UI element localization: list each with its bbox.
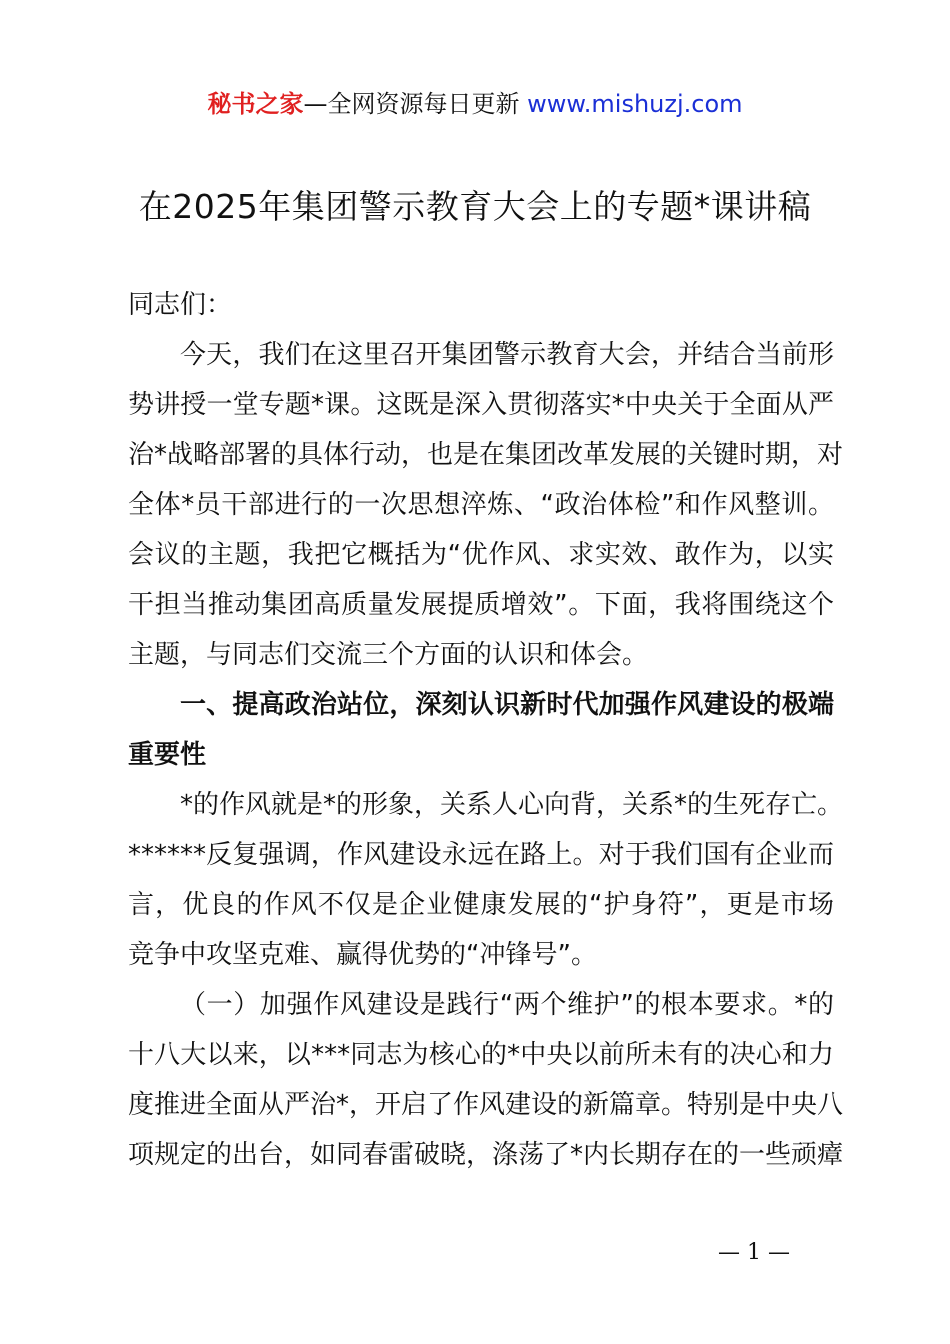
section-heading-line: 重要性 xyxy=(128,740,207,770)
paragraph-line: 今天，我们在这里召开集团警示教育大会，并结合当前形 xyxy=(180,340,834,370)
page-number: — 1 — xyxy=(718,1240,790,1265)
paragraph-line: *的作风就是*的形象，关系人心向背，关系*的生死存亡。 xyxy=(180,790,844,820)
document-body xyxy=(128,280,844,1180)
site-tagline: —全网资源每日更新 xyxy=(303,90,528,118)
section-heading-line: 一、提高政治站位，深刻认识新时代加强作风建设的极端 xyxy=(180,690,834,720)
paragraph-line: 治*战略部署的具体行动，也是在集团改革发展的关键时期，对 xyxy=(128,440,844,470)
paragraph-line: 度推进全面从严治*，开启了作风建设的新篇章。特别是中央八 xyxy=(128,1090,844,1120)
paragraph-line: 会议的主题，我把它概括为“优作风、求实效、敢作为，以实 xyxy=(128,540,834,570)
paragraph-line: 十八大以来，以***同志为核心的*中央以前所未有的决心和力 xyxy=(128,1040,834,1070)
document-title: 在2025年集团警示教育大会上的专题*课讲稿 xyxy=(138,187,812,226)
site-header xyxy=(0,86,950,122)
salutation-line: 同志们： xyxy=(128,290,233,320)
paragraph-line: 项规定的出台，如同春雷破晓，涤荡了*内长期存在的一些顽瘴 xyxy=(128,1140,844,1170)
site-url-link[interactable]: www.mishuzj.com xyxy=(527,90,743,118)
paragraph-line: ******反复强调，作风建设永远在路上。对于我们国有企业而 xyxy=(128,840,834,870)
paragraph-line: 竞争中攻坚克难、赢得优势的“冲锋号”。 xyxy=(128,940,597,970)
paragraph-line: 干担当推动集团高质量发展提质增效”。下面，我将围绕这个 xyxy=(128,590,834,620)
site-brand: 秘书之家 xyxy=(207,90,304,118)
paragraph-line: 势讲授一堂专题*课。这既是深入贯彻落实*中央关于全面从严 xyxy=(128,390,834,420)
paragraph-line: 全体*员干部进行的一次思想淬炼、“政治体检”和作风整训。 xyxy=(128,490,834,520)
paragraph-line: 主题，与同志们交流三个方面的认识和体会。 xyxy=(128,640,649,670)
paragraph-line: （一）加强作风建设是践行“两个维护”的根本要求。*的 xyxy=(180,990,834,1020)
paragraph-line: 言，优良的作风不仅是企业健康发展的“护身符”，更是市场 xyxy=(128,890,834,920)
